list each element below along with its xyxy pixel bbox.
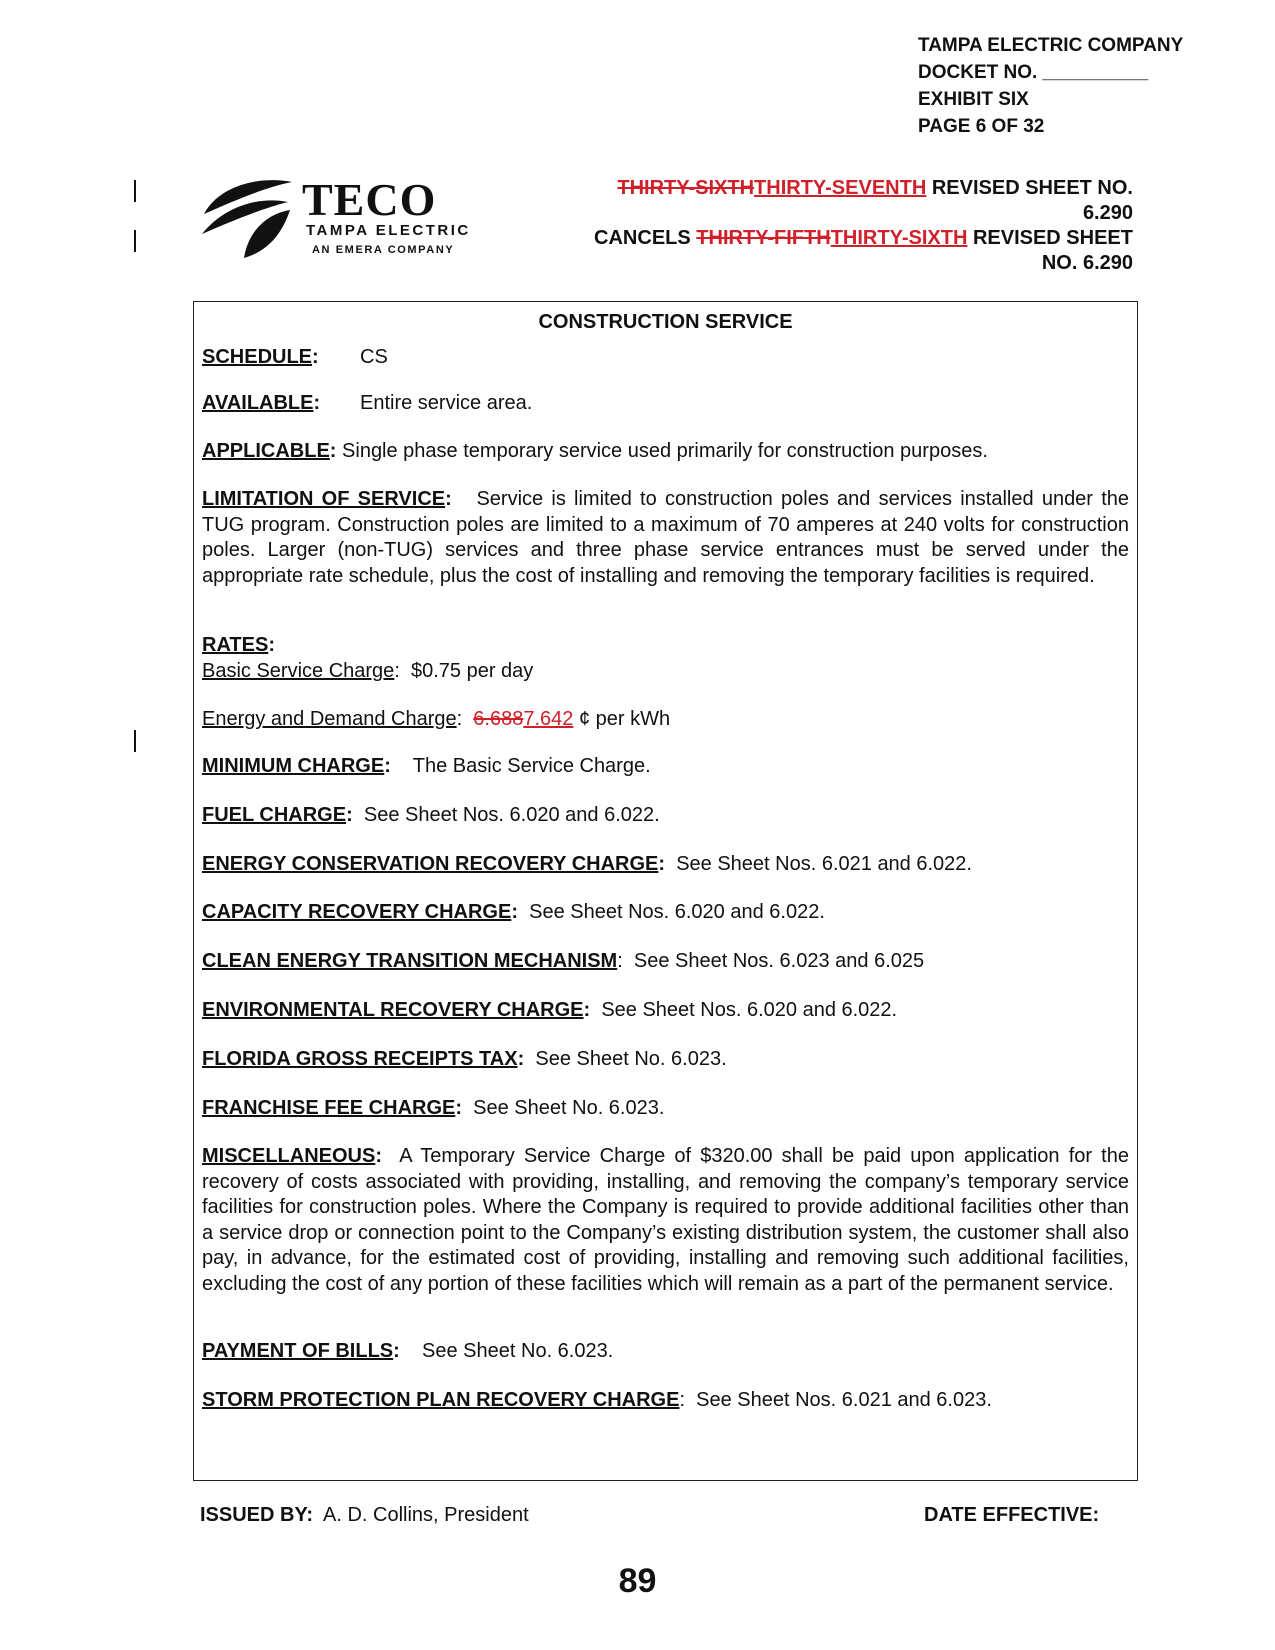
inserted-text: THIRTY-SEVENTH	[754, 177, 927, 199]
issued-by-label: ISSUED BY:	[200, 1504, 313, 1526]
document-header	[918, 32, 1183, 140]
sheet-number: 6.290	[1082, 202, 1133, 224]
sheet-revision-block	[594, 176, 1133, 276]
teco-logo	[200, 176, 520, 266]
basic-service-charge-label: Basic Service Charge	[202, 659, 395, 682]
company-name: TAMPA ELECTRIC COMPANY	[918, 35, 1184, 56]
gross-receipts-section: FLORIDA GROSS RECEIPTS TAX: See Sheet No. 6.023.	[202, 1048, 727, 1070]
issued-by-value: A. D. Collins, President	[323, 1504, 529, 1526]
page-number: 89	[618, 1562, 657, 1600]
exhibit-label: EXHIBIT SIX	[918, 89, 1029, 110]
section-label: CLEAN ENERGY TRANSITION MECHANISM	[202, 950, 618, 972]
schedule-section: SCHEDULE: CS	[202, 345, 319, 371]
inserted-rate: 7.642	[523, 708, 574, 730]
logo-subtitle: TAMPA ELECTRIC	[306, 222, 471, 239]
issued-by	[200, 1504, 529, 1527]
section-label: ENERGY CONSERVATION RECOVERY CHARGE	[202, 853, 659, 875]
section-label: MISCELLANEOUS	[202, 1145, 376, 1167]
revision-bar	[134, 230, 136, 252]
minimum-charge-section: MINIMUM CHARGE: The Basic Service Charge.	[202, 755, 651, 777]
inserted-text: THIRTY-SIXTH	[830, 227, 968, 249]
capacity-recovery-section: CAPACITY RECOVERY CHARGE: See Sheet Nos. 6.020 and 6.022.	[202, 901, 825, 923]
section-value: Single phase temporary service used primarily for construction purposes.	[342, 440, 988, 462]
deleted-rate: 6.688	[473, 708, 524, 730]
section-label: AVAILABLE	[202, 392, 314, 414]
miscellaneous-section: MISCELLANEOUS: A Temporary Service Charge of $320.00 shall be paid upon application for the recovery of costs associated with providing, installing, and removing the company’s temporary service facilities for construction poles. Where the Company is required to provide additional facilities other than a service drop or connection point to the Company’s existing distribution system, the customer shall also pay, in advance, for the estimated cost of providing, installing and removing such additional facilities, excluding the cost of any portion of these facilities which will remain as a part of the permanent service.	[202, 1145, 1129, 1295]
section-value: See Sheet No. 6.023.	[535, 1048, 727, 1070]
logo-wordmark: TECO	[302, 174, 437, 225]
cancels-line	[594, 226, 1133, 251]
section-value: CS	[360, 346, 388, 368]
energy-demand-charge-label: Energy and Demand Charge	[202, 708, 457, 730]
revision-bar	[134, 180, 136, 202]
rates-section: RATES: Basic Service Charge: $0.75 per day Energy and Demand Charge: 6.6887.642 ¢ per kWh	[202, 634, 671, 730]
franchise-fee-section: FRANCHISE FEE CHARGE: See Sheet No. 6.023.	[202, 1097, 665, 1119]
revision-bar	[134, 730, 136, 752]
basic-service-charge-value: $0.75 per day	[410, 659, 534, 682]
storm-protection-section: STORM PROTECTION PLAN RECOVERY CHARGE: See Sheet Nos. 6.021 and 6.023.	[202, 1389, 992, 1411]
revised-sheet-label: REVISED SHEET	[967, 227, 1133, 249]
cancels-label: CANCELS	[594, 227, 697, 249]
date-effective-label: DATE EFFECTIVE:	[924, 1504, 1100, 1526]
docket-number: DOCKET NO. __________	[918, 62, 1149, 83]
section-value: See Sheet Nos. 6.023 and 6.025	[633, 950, 925, 972]
deleted-text: THIRTY-SIXTH	[617, 177, 755, 199]
payment-of-bills-section: PAYMENT OF BILLS: See Sheet No. 6.023.	[202, 1340, 614, 1362]
section-text: A Temporary Service Charge of $320.00 shall be paid upon application for the recovery of costs associated with providing, installing, and removing the company’s temporary service facilities for construction poles. Where the Company is required to provide additional facilities other than a service drop or connection point to the Company’s existing distribution system, the customer shall also pay, in advance, for the estimated cost of providing, installing and removing such additional facilities, excluding the cost of any portion of these facilities which will remain as a part of the permanent service.	[202, 1145, 1129, 1295]
limitation-section: LIMITATION OF SERVICE: Service is limited to construction poles and services installed under the TUG program. Construction poles are limited to a maximum of 70 amperes at 240 volts for construction poles. Larger (non-TUG) services and three phase service entrances must be served under the appropriate rate schedule, plus the cost of installing and removing the temporary facilities is required.	[202, 488, 1129, 587]
section-value: See Sheet Nos. 6.020 and 6.022.	[363, 804, 660, 826]
section-label: CAPACITY RECOVERY CHARGE	[202, 901, 512, 923]
section-label: MINIMUM CHARGE	[202, 755, 385, 777]
tariff-content-frame	[193, 301, 1138, 1481]
cancelled-sheet-number: NO. 6.290	[1041, 252, 1133, 274]
section-value: See Sheet No. 6.023.	[422, 1340, 614, 1362]
section-value: See Sheet Nos. 6.020 and 6.022.	[601, 999, 898, 1021]
section-value: Entire service area.	[360, 392, 533, 414]
section-label: FRANCHISE FEE CHARGE	[202, 1097, 456, 1119]
teco-swoosh-icon	[200, 176, 300, 266]
section-label: FLORIDA GROSS RECEIPTS TAX	[202, 1048, 518, 1070]
rate-unit: ¢ per kWh	[573, 708, 671, 730]
energy-conservation-section: ENERGY CONSERVATION RECOVERY CHARGE: See Sheet Nos. 6.021 and 6.022.	[202, 853, 972, 875]
deleted-text: THIRTY-FIFTH	[696, 227, 831, 249]
section-text: Service is limited to construction poles and services installed under the TUG program. Construction poles are limited to a maximum of 70 amperes at 240 volts for construction poles. Larger (non-TUG) services and three phase service entrances must be served under the appropriate rate schedule, plus the cost of installing and removing the temporary facilities is required.	[202, 488, 1129, 587]
section-value: The Basic Service Charge.	[412, 755, 651, 777]
clean-energy-section: CLEAN ENERGY TRANSITION MECHANISM: See Sheet Nos. 6.023 and 6.025	[202, 950, 925, 972]
logo-tagline: AN EMERA COMPANY	[312, 244, 455, 256]
page-of-label: PAGE 6 OF 32	[918, 116, 1045, 137]
section-value: See Sheet Nos. 6.020 and 6.022.	[529, 901, 825, 923]
section-value: See Sheet Nos. 6.021 and 6.022.	[676, 853, 972, 875]
section-label: PAYMENT OF BILLS	[202, 1340, 394, 1362]
section-label: APPLICABLE	[202, 440, 330, 462]
available-section: AVAILABLE: Entire service area.	[202, 391, 320, 417]
section-label: FUEL CHARGE	[202, 804, 347, 826]
fuel-charge-section: FUEL CHARGE: See Sheet Nos. 6.020 and 6.022.	[202, 804, 660, 826]
section-label: SCHEDULE	[202, 346, 313, 368]
revised-sheet-line	[594, 176, 1133, 201]
section-label: LIMITATION OF SERVICE	[202, 488, 446, 510]
section-value: See Sheet No. 6.023.	[473, 1097, 665, 1119]
page-title: CONSTRUCTION SERVICE	[538, 311, 793, 333]
revised-sheet-label: REVISED SHEET NO.	[926, 177, 1133, 199]
section-value: See Sheet Nos. 6.021 and 6.023.	[696, 1389, 992, 1411]
environmental-recovery-section: ENVIRONMENTAL RECOVERY CHARGE: See Sheet Nos. 6.020 and 6.022.	[202, 999, 898, 1021]
section-label: ENVIRONMENTAL RECOVERY CHARGE	[202, 999, 584, 1021]
section-label: RATES	[202, 634, 269, 656]
section-label: STORM PROTECTION PLAN RECOVERY CHARGE	[202, 1389, 680, 1411]
applicable-section: APPLICABLE: Single phase temporary service used primarily for construction purposes.	[202, 440, 988, 462]
